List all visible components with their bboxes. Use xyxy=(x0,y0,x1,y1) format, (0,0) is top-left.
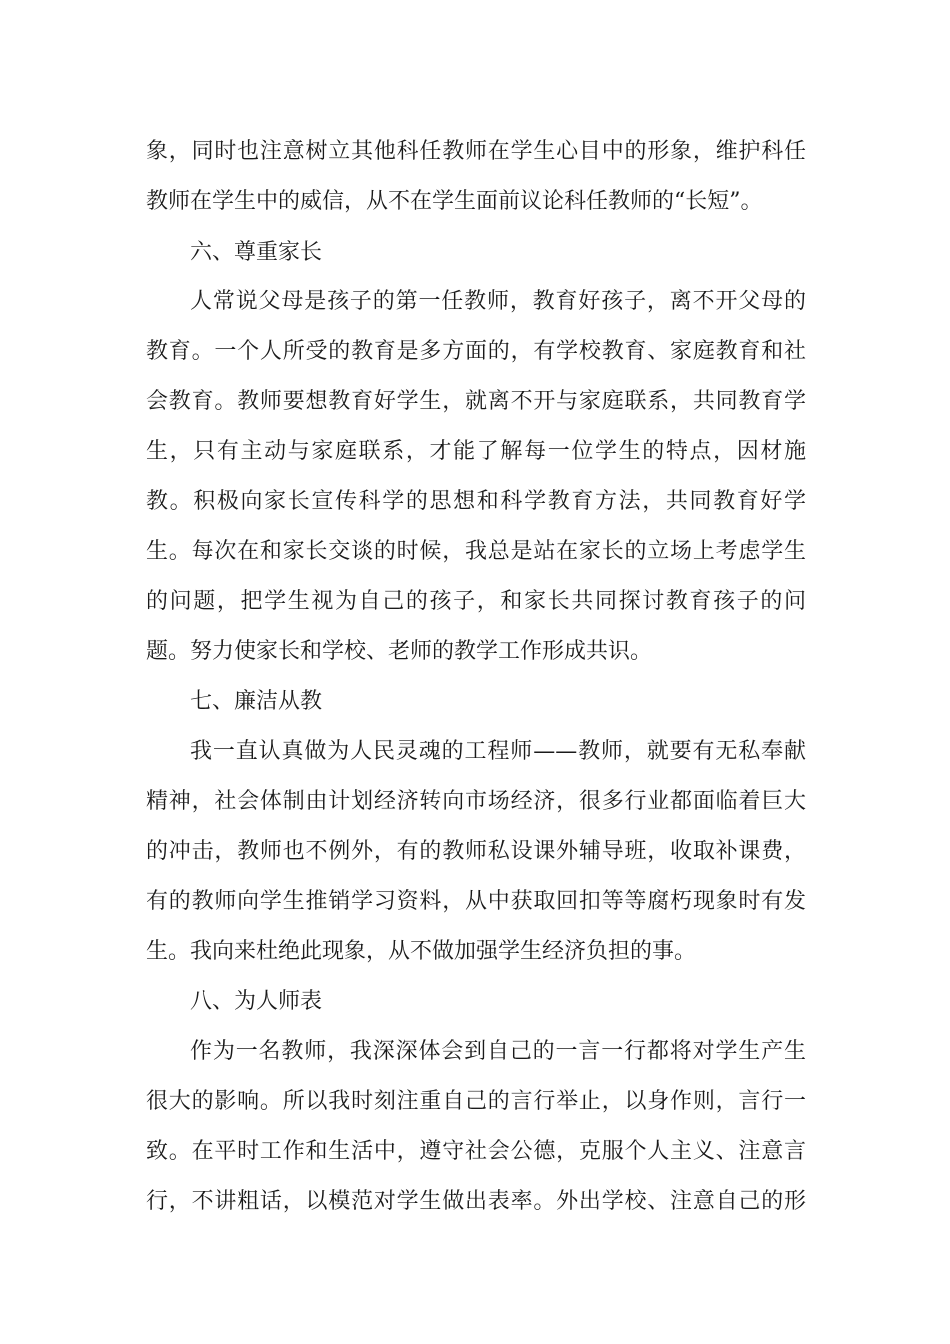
paragraph-line: 会教育。教师要想教育好学生，就离不开与家庭联系，共同教育学 xyxy=(146,389,806,414)
paragraph-line: 的问题，把学生视为自己的孩子，和家长共同探讨教育孩子的问 xyxy=(146,589,806,614)
paragraph-line: 精神，社会体制由计划经济转向市场经济，很多行业都面临着巨大 xyxy=(146,789,806,814)
paragraph-line: 生。每次在和家长交谈的时候，我总是站在家长的立场上考虑学生 xyxy=(146,539,806,564)
paragraph-line: 题。努力使家长和学校、老师的教学工作形成共识。 xyxy=(146,639,653,664)
paragraph-line: 教。积极向家长宣传科学的思想和科学教育方法，共同教育好学 xyxy=(146,489,806,514)
paragraph-line: 很大的影响。所以我时刻注重自己的言行举止，以身作则，言行一 xyxy=(146,1089,806,1114)
paragraph-line: 生。我向来杜绝此现象，从不做加强学生经济负担的事。 xyxy=(146,939,697,964)
section-heading-7: 七、廉洁从教 xyxy=(190,689,323,714)
paragraph-line: 有的教师向学生推销学习资料，从中获取回扣等等腐朽现象时有发 xyxy=(146,889,806,914)
paragraph-line: 教育。一个人所受的教育是多方面的，有学校教育、家庭教育和社 xyxy=(146,339,806,364)
paragraph-line: 人常说父母是孩子的第一任教师，教育好孩子，离不开父母的 xyxy=(190,289,806,314)
paragraph-line: 致。在平时工作和生活中，遵守社会公德，克服个人主义、注意言 xyxy=(146,1139,806,1164)
section-heading-8: 八、为人师表 xyxy=(190,989,323,1014)
paragraph-line: 生，只有主动与家庭联系，才能了解每一位学生的特点，因材施 xyxy=(146,439,806,464)
paragraph-line: 教师在学生中的威信，从不在学生面前议论科任教师的“长短”。 xyxy=(146,189,763,214)
section-heading-6: 六、尊重家长 xyxy=(190,240,323,265)
paragraph-line: 象，同时也注意树立其他科任教师在学生心目中的形象，维护科任 xyxy=(146,139,806,164)
paragraph-line: 我一直认真做为人民灵魂的工程师——教师，就要有无私奉献 xyxy=(190,739,806,764)
paragraph-line: 作为一名教师，我深深体会到自己的一言一行都将对学生产生 xyxy=(190,1039,806,1064)
paragraph-line: 行，不讲粗话，以模范对学生做出表率。外出学校、注意自己的形 xyxy=(146,1189,806,1214)
paragraph-line: 的冲击，教师也不例外，有的教师私设课外辅导班，收取补课费， xyxy=(146,839,806,864)
